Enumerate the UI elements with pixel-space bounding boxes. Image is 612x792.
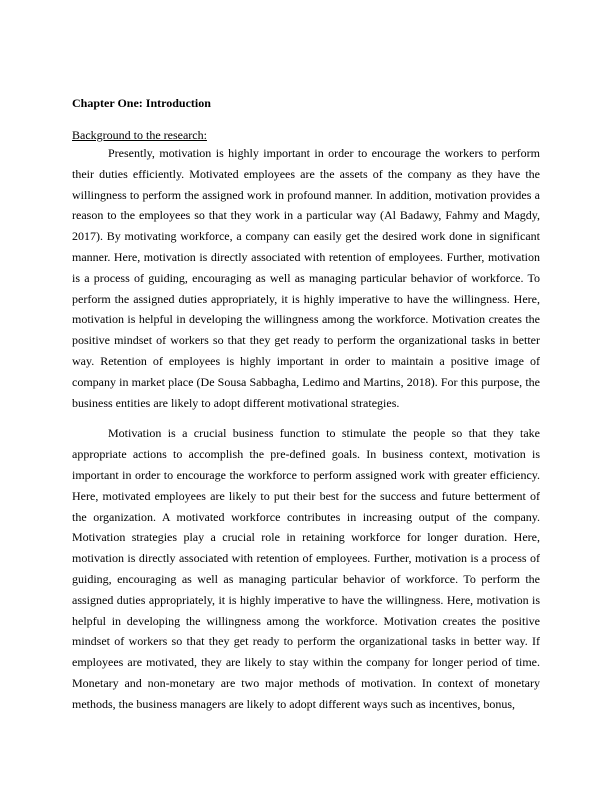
page-content xyxy=(72,95,540,715)
chapter-title: Chapter One: Introduction xyxy=(72,96,211,110)
body-paragraph: Presently, motivation is highly important in order to encourage the workers to perform their duties efficiently. Motivated employees are the assets of the company as they have the willingness to perform the assigned work in profound manner. In addition, motivation provides a reason to the employees so that they work in a particular way (Al Badawy, Fahmy and Magdy, 2017). By motivating workforce, a company can easily get the desired work done in significant manner. Here, motivation is directly associated with retention of employees. Further, motivation is a process of guiding, encouraging as well as managing particular behavior of workforce. To perform the assigned duties appropriately, it is highly imperative to have the willingness. Here, motivation is helpful in developing the willingness among the workforce. Motivation creates the positive mindset of workers so that they get ready to perform the organizational tasks in better way. Retention of employees is highly important in order to maintain a positive image of company in market place (De Sousa Sabbagha, Ledimo and Martins, 2018). For this purpose, the business entities are likely to adopt different motivational strategies. xyxy=(72,146,540,410)
section-heading: Background to the research: xyxy=(72,128,207,142)
body-paragraph: Motivation is a crucial business function to stimulate the people so that they take appropriate actions to accomplish the pre-defined goals. In business context, motivation is important in order to encourage the workforce to perform assigned work with greater efficiency. Here, motivated employees are likely to put their best for the success and future betterment of the organization. A motivated workforce contributes in increasing output of the company. Motivation strategies play a crucial role in retaining workforce for longer duration. Here, motivation is directly associated with retention of employees. Further, motivation is a process of guiding, encouraging as well as managing particular behavior of workforce. To perform the assigned duties appropriately, it is highly imperative to have the willingness. Here, motivation is helpful in developing the willingness among the workforce. Motivation creates the positive mindset of workers so that they get ready to perform the organizational tasks in better way. If employees are motivated, they are likely to stay within the company for longer period of time. Monetary and non-monetary are two major methods of motivation. In context of monetary methods, the business managers are likely to adopt different ways such as incentives, bonus, xyxy=(72,426,540,711)
